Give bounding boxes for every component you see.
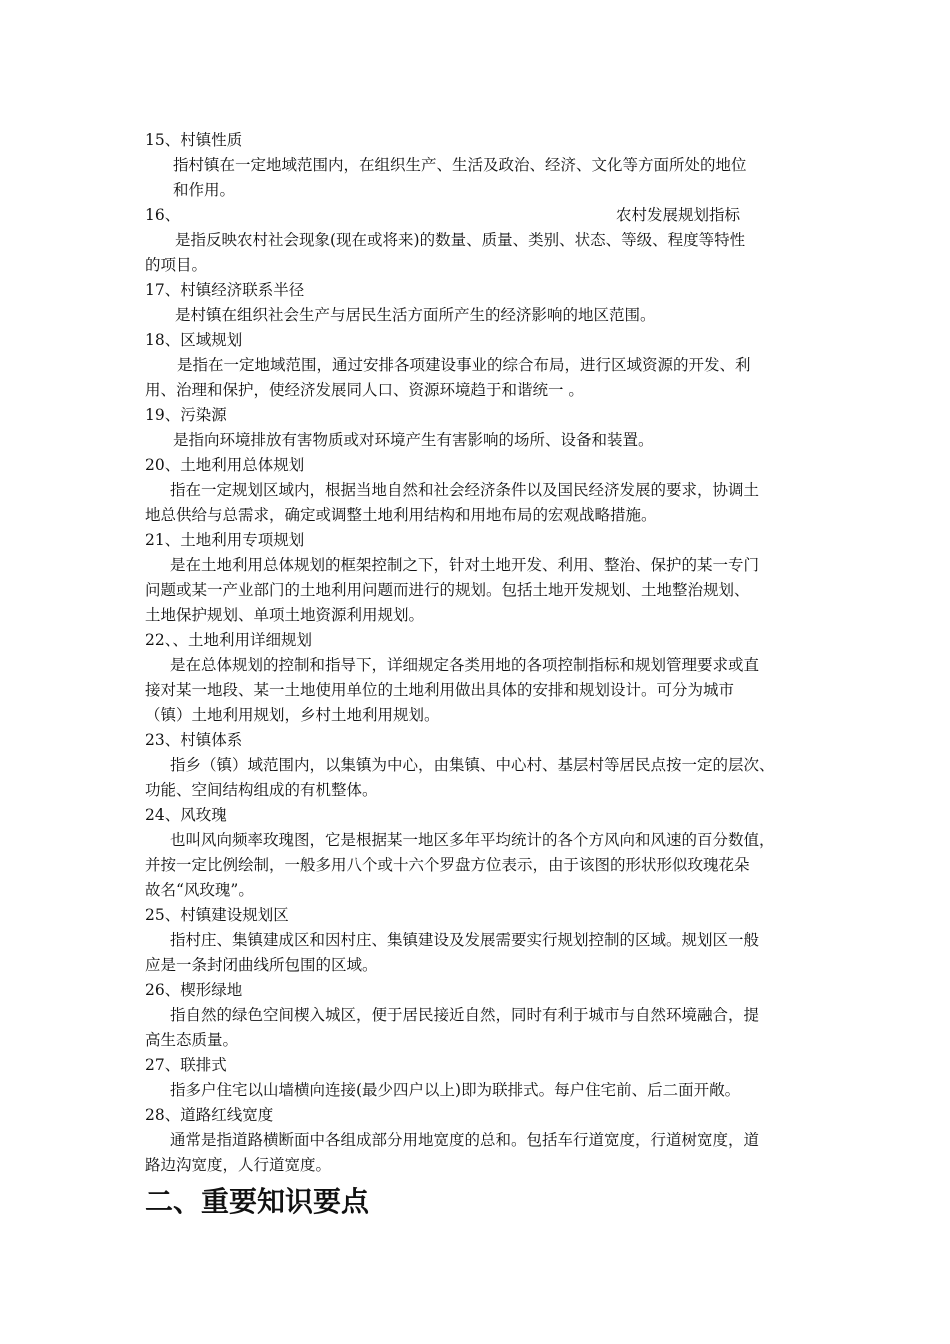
entry-heading: 19、污染源 <box>145 406 227 424</box>
entry-text-line: 接对某一地段、某一土地使用单位的土地利用做出具体的安排和规划设计。可分为城市 <box>145 681 735 699</box>
entry-heading: 27、联排式 <box>145 1056 227 1074</box>
entry-heading: 17、村镇经济联系半径 <box>145 281 305 299</box>
section-title: 二、重要知识要点 <box>145 1185 370 1218</box>
entry-text-line: 是在总体规划的控制和指导下，详细规定各类用地的各项控制指标和规划管理要求或直 <box>170 656 760 674</box>
entry-text-line: 指在一定规划区域内，根据当地自然和社会经济条件以及国民经济发展的要求，协调土 <box>170 481 760 499</box>
entry-text-line: 指村庄、集镇建成区和因村庄、集镇建设及发展需要实行规划控制的区域。规划区一般 <box>170 931 760 949</box>
entry-heading: 16、 <box>145 206 181 224</box>
entry-heading: 26、楔形绿地 <box>145 981 243 999</box>
entry-text-line: 故名“风玫瑰”。 <box>145 881 254 899</box>
entry-text-line: 指多户住宅以山墙横向连接(最少四户以上)即为联排式。每户住宅前、后二面开敞。 <box>170 1081 741 1099</box>
entry-heading: 15、村镇性质 <box>145 131 243 149</box>
entry-heading: 22、、土地利用详细规划 <box>145 631 312 649</box>
entry-text-line: 指乡（镇）域范围内，以集镇为中心，由集镇、中心村、基层村等居民点按一定的层次、 <box>170 756 775 774</box>
entry-heading-right: 农村发展规划指标 <box>616 206 741 224</box>
entry-heading: 28、道路红线宽度 <box>145 1106 274 1124</box>
entry-text-line: 高生态质量。 <box>145 1031 239 1049</box>
entry-text-line: 用、治理和保护，使经济发展同人口、资源环境趋于和谐统一 。 <box>145 381 584 399</box>
entry-text-line: 是指反映农村社会现象(现在或将来)的数量、质量、类别、状态、等级、程度等特性 <box>175 231 746 249</box>
entry-text-line: 功能、空间结构组成的有机整体。 <box>145 781 378 799</box>
entry-text-line: 是村镇在组织社会生产与居民生活方面所产生的经济影响的地区范围。 <box>175 306 656 324</box>
entry-heading: 25、村镇建设规划区 <box>145 906 289 924</box>
entry-text-line: 是在土地利用总体规划的框架控制之下，针对土地开发、利用、整治、保护的某一专门 <box>170 556 760 574</box>
entry-text-line: 指村镇在一定地域范围内，在组织生产、生活及政治、经济、文化等方面所处的地位 <box>173 156 747 174</box>
entry-heading: 24、风玫瑰 <box>145 806 227 824</box>
entry-text-line: 路边沟宽度，人行道宽度。 <box>145 1156 332 1174</box>
entry-text-line: 问题或某一产业部门的土地利用问题而进行的规划。包括土地开发规划、土地整治规划、 <box>145 581 750 599</box>
entry-text-line: （镇）土地利用规划，乡村土地利用规划。 <box>145 706 440 724</box>
entry-text-line: 土地保护规划、单项土地资源利用规划。 <box>145 606 425 624</box>
entry-text-line: 是指在一定地域范围，通过安排各项建设事业的综合布局，进行区域资源的开发、利 <box>177 356 751 374</box>
entry-heading: 23、村镇体系 <box>145 731 243 749</box>
entry-text-line: 应是一条封闭曲线所包围的区域。 <box>145 956 378 974</box>
entry-text-line: 通常是指道路横断面中各组成部分用地宽度的总和。包括车行道宽度，行道树宽度，道 <box>170 1131 760 1149</box>
entry-text-line: 地总供给与总需求，确定或调整土地利用结构和用地布局的宏观战略措施。 <box>145 506 657 524</box>
entry-heading: 21、土地利用专项规划 <box>145 531 305 549</box>
entry-text-line: 的项目。 <box>145 256 208 274</box>
entry-text-line: 并按一定比例绘制，一般多用八个或十六个罗盘方位表示，由于该图的形状形似玫瑰花朵 <box>145 856 750 874</box>
entry-text-line: 和作用。 <box>173 181 236 199</box>
entry-heading: 18、区域规划 <box>145 331 243 349</box>
entry-heading: 20、土地利用总体规划 <box>145 456 305 474</box>
entry-text-line: 是指向环境排放有害物质或对环境产生有害影响的场所、设备和装置。 <box>173 431 654 449</box>
entry-text-line: 指自然的绿色空间楔入城区，便于居民接近自然，同时有利于城市与自然环境融合，提 <box>170 1006 760 1024</box>
entry-text-line: 也叫风向频率玫瑰图，它是根据某一地区多年平均统计的各个方风向和风速的百分数值， <box>170 831 775 849</box>
